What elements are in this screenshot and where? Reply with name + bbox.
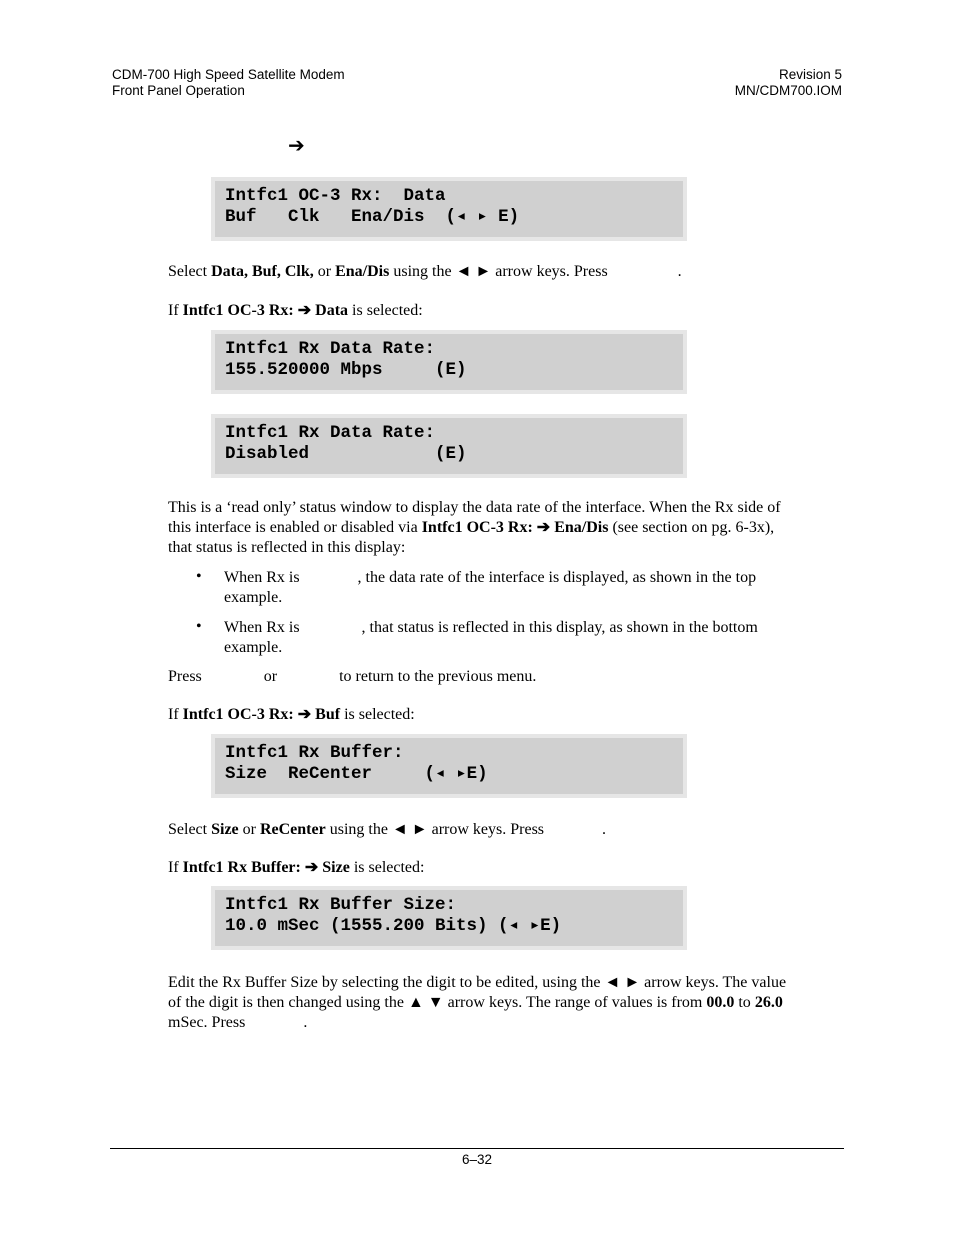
header-doc-id: MN/CDM700.IOM [734,83,842,98]
bullet-symbol: • [196,618,202,635]
lcd-line: Size ReCenter (◂ ▸E) [225,764,488,784]
paragraph-read-only-status: This is a ‘read only’ status window to display the data rate of the interface. When the Rx side of this interface is enabled or disabled via Intfc1 OC-3 Rx: ➔ Ena/Dis (see section on pg. 6-3x), that status is reflected in this display: [168,499,781,556]
paragraph-select-size: Select Size or ReCenter using the ◄ ► arrow keys. Press . [168,821,607,838]
bullet-symbol: • [196,568,202,585]
bullet-disabled: When Rx is , that status is reflected in this display, as shown in the bottom example. [224,619,758,656]
paragraph-select-option: Select Data, Buf, Clk, or Ena/Dis using the ◄ ► arrow keys. Press . [168,263,682,280]
paragraph-if-size-selected: If Intfc1 Rx Buffer: ➔ Size is selected: [168,859,425,876]
header-section: Front Panel Operation [112,83,245,98]
lcd-line: Intfc1 OC-3 Rx: Data [225,186,446,206]
bullet-enabled: When Rx is , the data rate of the interface is displayed, as shown in the top example. [224,569,757,606]
header-revision: Revision 5 [778,67,842,82]
lcd-line: Intfc1 Rx Data Rate: [225,339,436,359]
page-header-right [735,67,842,99]
lcd-line: 10.0 mSec (1555.200 Bits) (◂ ▸E) [225,916,562,936]
paragraph-if-data-selected: If Intfc1 OC-3 Rx: ➔ Data is selected: [168,302,423,319]
lcd-display-oc3-rx-menu [211,177,687,241]
lcd-line: Intfc1 Rx Data Rate: [225,423,436,443]
lcd-line: Intfc1 Rx Buffer: [225,743,404,763]
lcd-display-rx-buffer-size [211,886,687,950]
lcd-line: Buf Clk Ena/Dis (◂ ▸ E) [225,207,520,227]
footer-divider [110,1148,844,1149]
lcd-display-data-rate [211,330,687,394]
paragraph-edit-buffer-size: Edit the Rx Buffer Size by selecting the digit to be edited, using the ◄ ► arrow keys. The value of the digit is then changed using the ▲ ▼ arrow keys. The range of values is from 00.0 to 26.0 mSec. Press . [168,974,787,1031]
page-header-left [112,67,345,99]
paragraph-if-buf-selected: If Intfc1 OC-3 Rx: ➔ Buf is selected: [168,706,415,723]
lcd-line: 155.520000 Mbps (E) [225,360,467,380]
lcd-display-data-rate-disabled [211,414,687,478]
right-arrow-icon: ➔ [288,133,305,157]
page-number: 6–32 [461,1152,493,1167]
lcd-line: Intfc1 Rx Buffer Size: [225,895,457,915]
lcd-line: Disabled (E) [225,444,467,464]
paragraph-press-return: Press or to return to the previous menu. [168,668,537,685]
lcd-display-rx-buffer [211,734,687,798]
header-title: CDM-700 High Speed Satellite Modem [112,67,345,82]
